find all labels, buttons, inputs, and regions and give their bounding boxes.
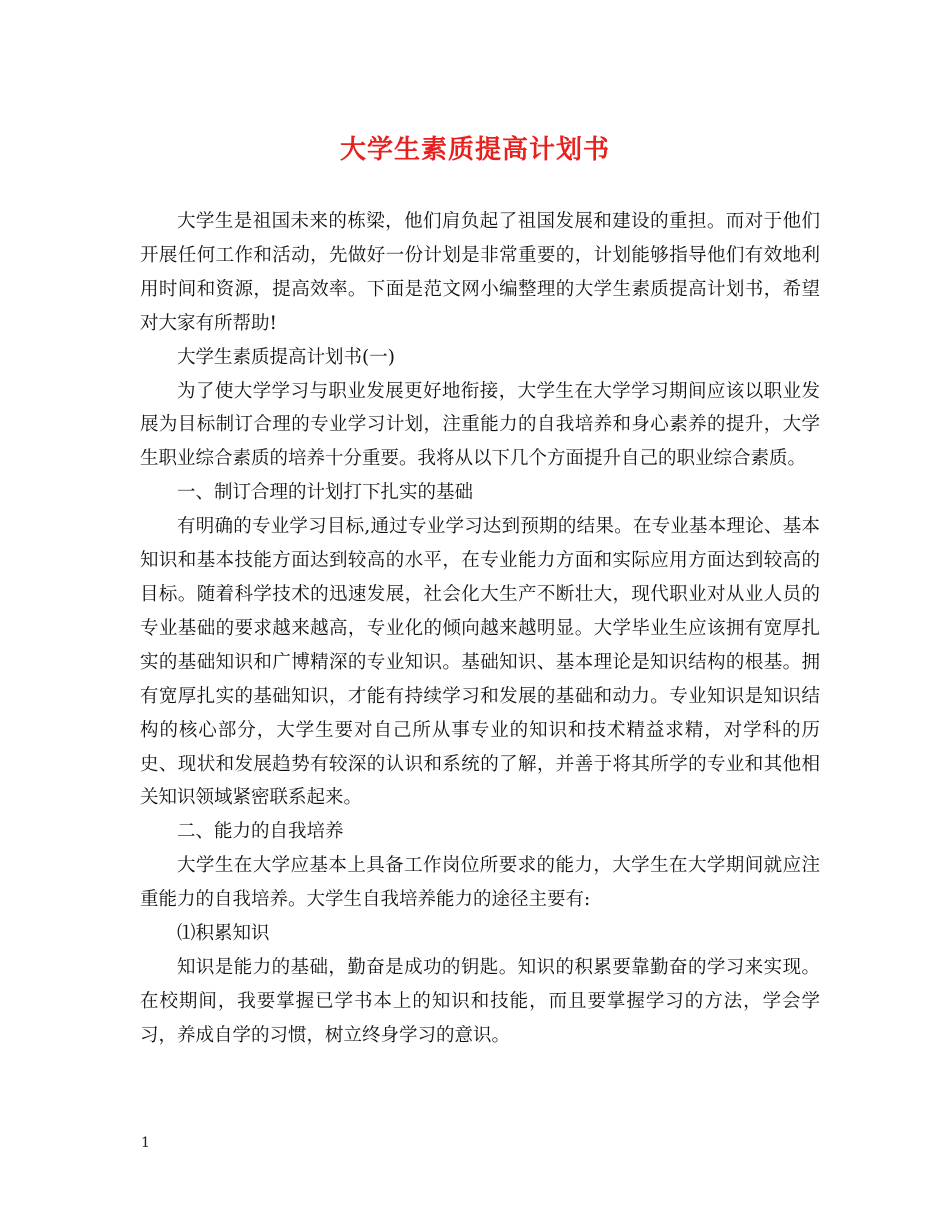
intro-paragraph: 大学生是祖国未来的栋梁，他们肩负起了祖国发展和建设的重担。而对于他们开展任何工作和活动，先做好一份计划是非常重要的，计划能够指导他们有效地利用时间和资源，提高效率。下面是范文网小编整理的大学生素质提高计划书，希望对大家有所帮助!	[140, 211, 820, 334]
section-heading-foundation: 一、制订合理的计划打下扎实的基础	[177, 482, 474, 504]
subsection-heading-knowledge: ⑴积累知识	[177, 923, 270, 945]
body-paragraph: 有明确的专业学习目标,通过专业学习达到预期的结果。在专业基本理论、基本知识和基本技能方面达到较高的水平，在专业能力方面和实际应用方面达到较高的目标。随着科学技术的迅速发展，社会化大生产不断壮大，现代职业对从业人员的专业基础的要求越来越高，专业化的倾向越来越明显。大学毕业生应该拥有宽厚扎实的基础知识和广博精深的专业知识。基础知识、基本理论是知识结构的根基。拥有宽厚扎实的基础知识，才能有持续学习和发展的基础和动力。专业知识是知识结构的核心部分，大学生要对自己所从事专业的知识和技术精益求精，对学科的历史、现状和发展趋势有较深的认识和系统的了解，并善于将其所学的专业和其他相关知识领域紧密联系起来。	[140, 516, 820, 809]
body-paragraph: 知识是能力的基础，勤奋是成功的钥匙。知识的积累要靠勤奋的学习来实现。在校期间，我要掌握已学书本上的知识和技能，而且要掌握学习的方法，学会学习，养成自学的习惯，树立终身学习的意识。	[140, 956, 820, 1046]
document-body	[140, 205, 820, 1053]
document-title: 大学生素质提高计划书	[339, 135, 610, 165]
section-heading-ability: 二、能力的自我培养	[177, 821, 344, 843]
page-number: 1	[141, 1135, 150, 1151]
section-heading-plan-one: 大学生素质提高计划书(一)	[177, 346, 395, 368]
body-paragraph: 大学生在大学应基本上具备工作岗位所要求的能力，大学生在大学期间就应注重能力的自我培养。大学生自我培养能力的途径主要有:	[140, 855, 820, 911]
body-paragraph: 为了使大学学习与职业发展更好地衔接，大学生在大学学习期间应该以职业发展为目标制订合理的专业学习计划，注重能力的自我培养和身心素养的提升，大学生职业综合素质的培养十分重要。我将从以下几个方面提升自己的职业综合素质。	[140, 380, 820, 470]
